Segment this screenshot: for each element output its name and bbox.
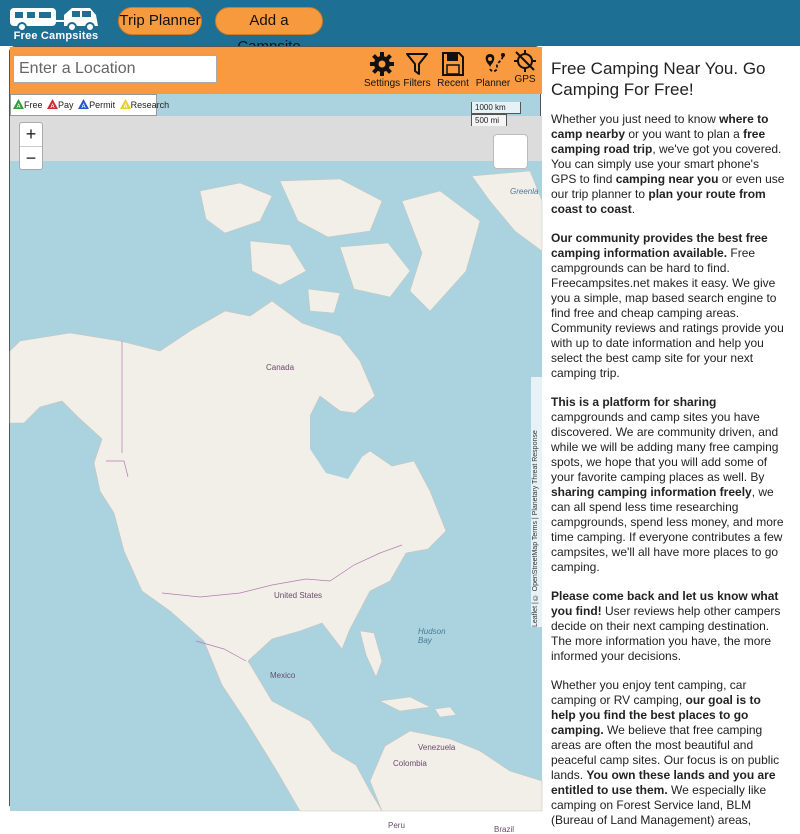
settings-button[interactable] <box>364 51 400 93</box>
zoom-out-button[interactable]: − <box>20 146 42 169</box>
article-paragraph-4: Please come back and let us know what you find! User reviews help other campers decide on their next camping destination. The more information you have, the more informed your decisions. <box>551 589 781 663</box>
article-paragraph-2: Our community provides the best free camping information available. Free campgrounds can be hard to find. Freecampsites.net makes it easy. We give you a simple, map based search engine to find free and cheap camping areas. Community reviews and ratings provide you with up to date information and help you select the best camp site for your next camping trip. <box>551 231 784 380</box>
legend-research-label: Research <box>130 100 170 110</box>
article-paragraph-3: This is a platform for sharing campgrounds and camp sites you have discovered. We are community driven, and while we will be adding many free camping spots, we hope that you will add some of your favorite camping places as well. By sharing camping information freely, we can all spend less time researching campgrounds, spend less money, and more time camping. If everyone contributes a few campsites, we'll all have more places to go camping. <box>551 395 784 574</box>
zoom-in-button[interactable]: + <box>25 124 37 144</box>
scale-mi: 500 mi <box>471 114 507 126</box>
svg-text:A: A <box>123 103 128 110</box>
research-triangle-icon <box>120 99 131 109</box>
filters-button[interactable] <box>403 51 431 93</box>
campsite-legend <box>10 94 170 116</box>
planner-button[interactable] <box>475 51 511 93</box>
permit-triangle-icon <box>78 99 89 109</box>
intro-article <box>551 58 787 827</box>
floppy-disk-icon <box>441 51 465 77</box>
planner-label: Planner <box>475 78 511 89</box>
gps-crosshair-off-icon <box>513 49 537 73</box>
free-triangle-icon <box>13 99 24 109</box>
north-america-map <box>10 161 542 811</box>
svg-text:A: A <box>81 103 86 110</box>
recent-label: Recent <box>437 78 469 89</box>
top-header <box>0 0 800 46</box>
map-panel <box>9 46 541 834</box>
route-pin-icon <box>480 51 506 77</box>
map-toolbar <box>10 47 542 94</box>
map-label-venezuela: Venezuela <box>418 743 456 752</box>
filters-label: Filters <box>403 78 431 89</box>
map-label-united-states: United States <box>274 591 323 600</box>
legend-permit-label: Permit <box>89 100 116 110</box>
pay-triangle-icon <box>47 99 58 109</box>
map-label-greenland: Greenla <box>510 187 539 196</box>
zoom-control <box>19 122 43 170</box>
trip-planner-button[interactable]: Trip Planner <box>118 7 202 35</box>
scale-km: 1000 km <box>471 102 521 114</box>
map-scale <box>471 102 529 128</box>
funnel-icon <box>405 51 429 77</box>
legend-pay-label: Pay <box>58 100 74 110</box>
legend-pay <box>47 99 74 110</box>
map-label-hudson-bay: Hudson Bay <box>418 627 446 645</box>
settings-label: Settings <box>364 78 401 89</box>
add-campsite-button[interactable]: Add a <box>215 7 323 35</box>
article-title: Free Camping Near You. Go Camping For Free! <box>551 59 766 99</box>
map-label-colombia: Colombia <box>393 759 427 768</box>
map-attribution[interactable]: Leaflet | © OpenStreetMap Terms | Planetary Threat Response <box>531 377 543 627</box>
location-search-input[interactable] <box>13 55 217 83</box>
gps-button[interactable] <box>513 49 537 91</box>
map-canvas[interactable] <box>10 161 542 834</box>
gear-icon <box>369 51 395 77</box>
legend-permit <box>78 99 115 110</box>
article-paragraph-5: Whether you enjoy tent camping, car camping or RV camping, our goal is to help you find the best places to go camping. We believe that free camping areas are often the most beautiful and peaceful camp sites. Our focus is on public lands. You own these lands and you are entitled to use them. We especially like camping on Forest Service land, BLM (Bureau of Land Management) areas, <box>551 678 780 827</box>
logo-text: Free Campsites <box>13 30 99 42</box>
gps-label: GPS <box>514 74 536 85</box>
map-label-peru: Peru <box>388 821 405 830</box>
legend-research <box>120 99 170 110</box>
article-paragraph-1: Whether you just need to know where to camp nearby or you want to plan a free camping road trip, we've got you covered. You can simply use your smart phone's GPS to find camping near you or even use our trip planner to plan your route from coast to coast. <box>551 112 785 216</box>
map-label-mexico: Mexico <box>270 671 296 680</box>
recent-button[interactable] <box>436 51 470 93</box>
layers-button[interactable] <box>493 134 528 169</box>
svg-text:A: A <box>16 103 21 110</box>
map-label-canada: Canada <box>266 363 295 372</box>
map-label-brazil: Brazil <box>494 825 515 834</box>
svg-text:A: A <box>50 103 55 110</box>
site-logo[interactable] <box>6 2 102 44</box>
legend-free-label: Free <box>24 100 43 110</box>
legend-free <box>13 99 43 110</box>
rv-car-logo-icon <box>6 2 102 32</box>
